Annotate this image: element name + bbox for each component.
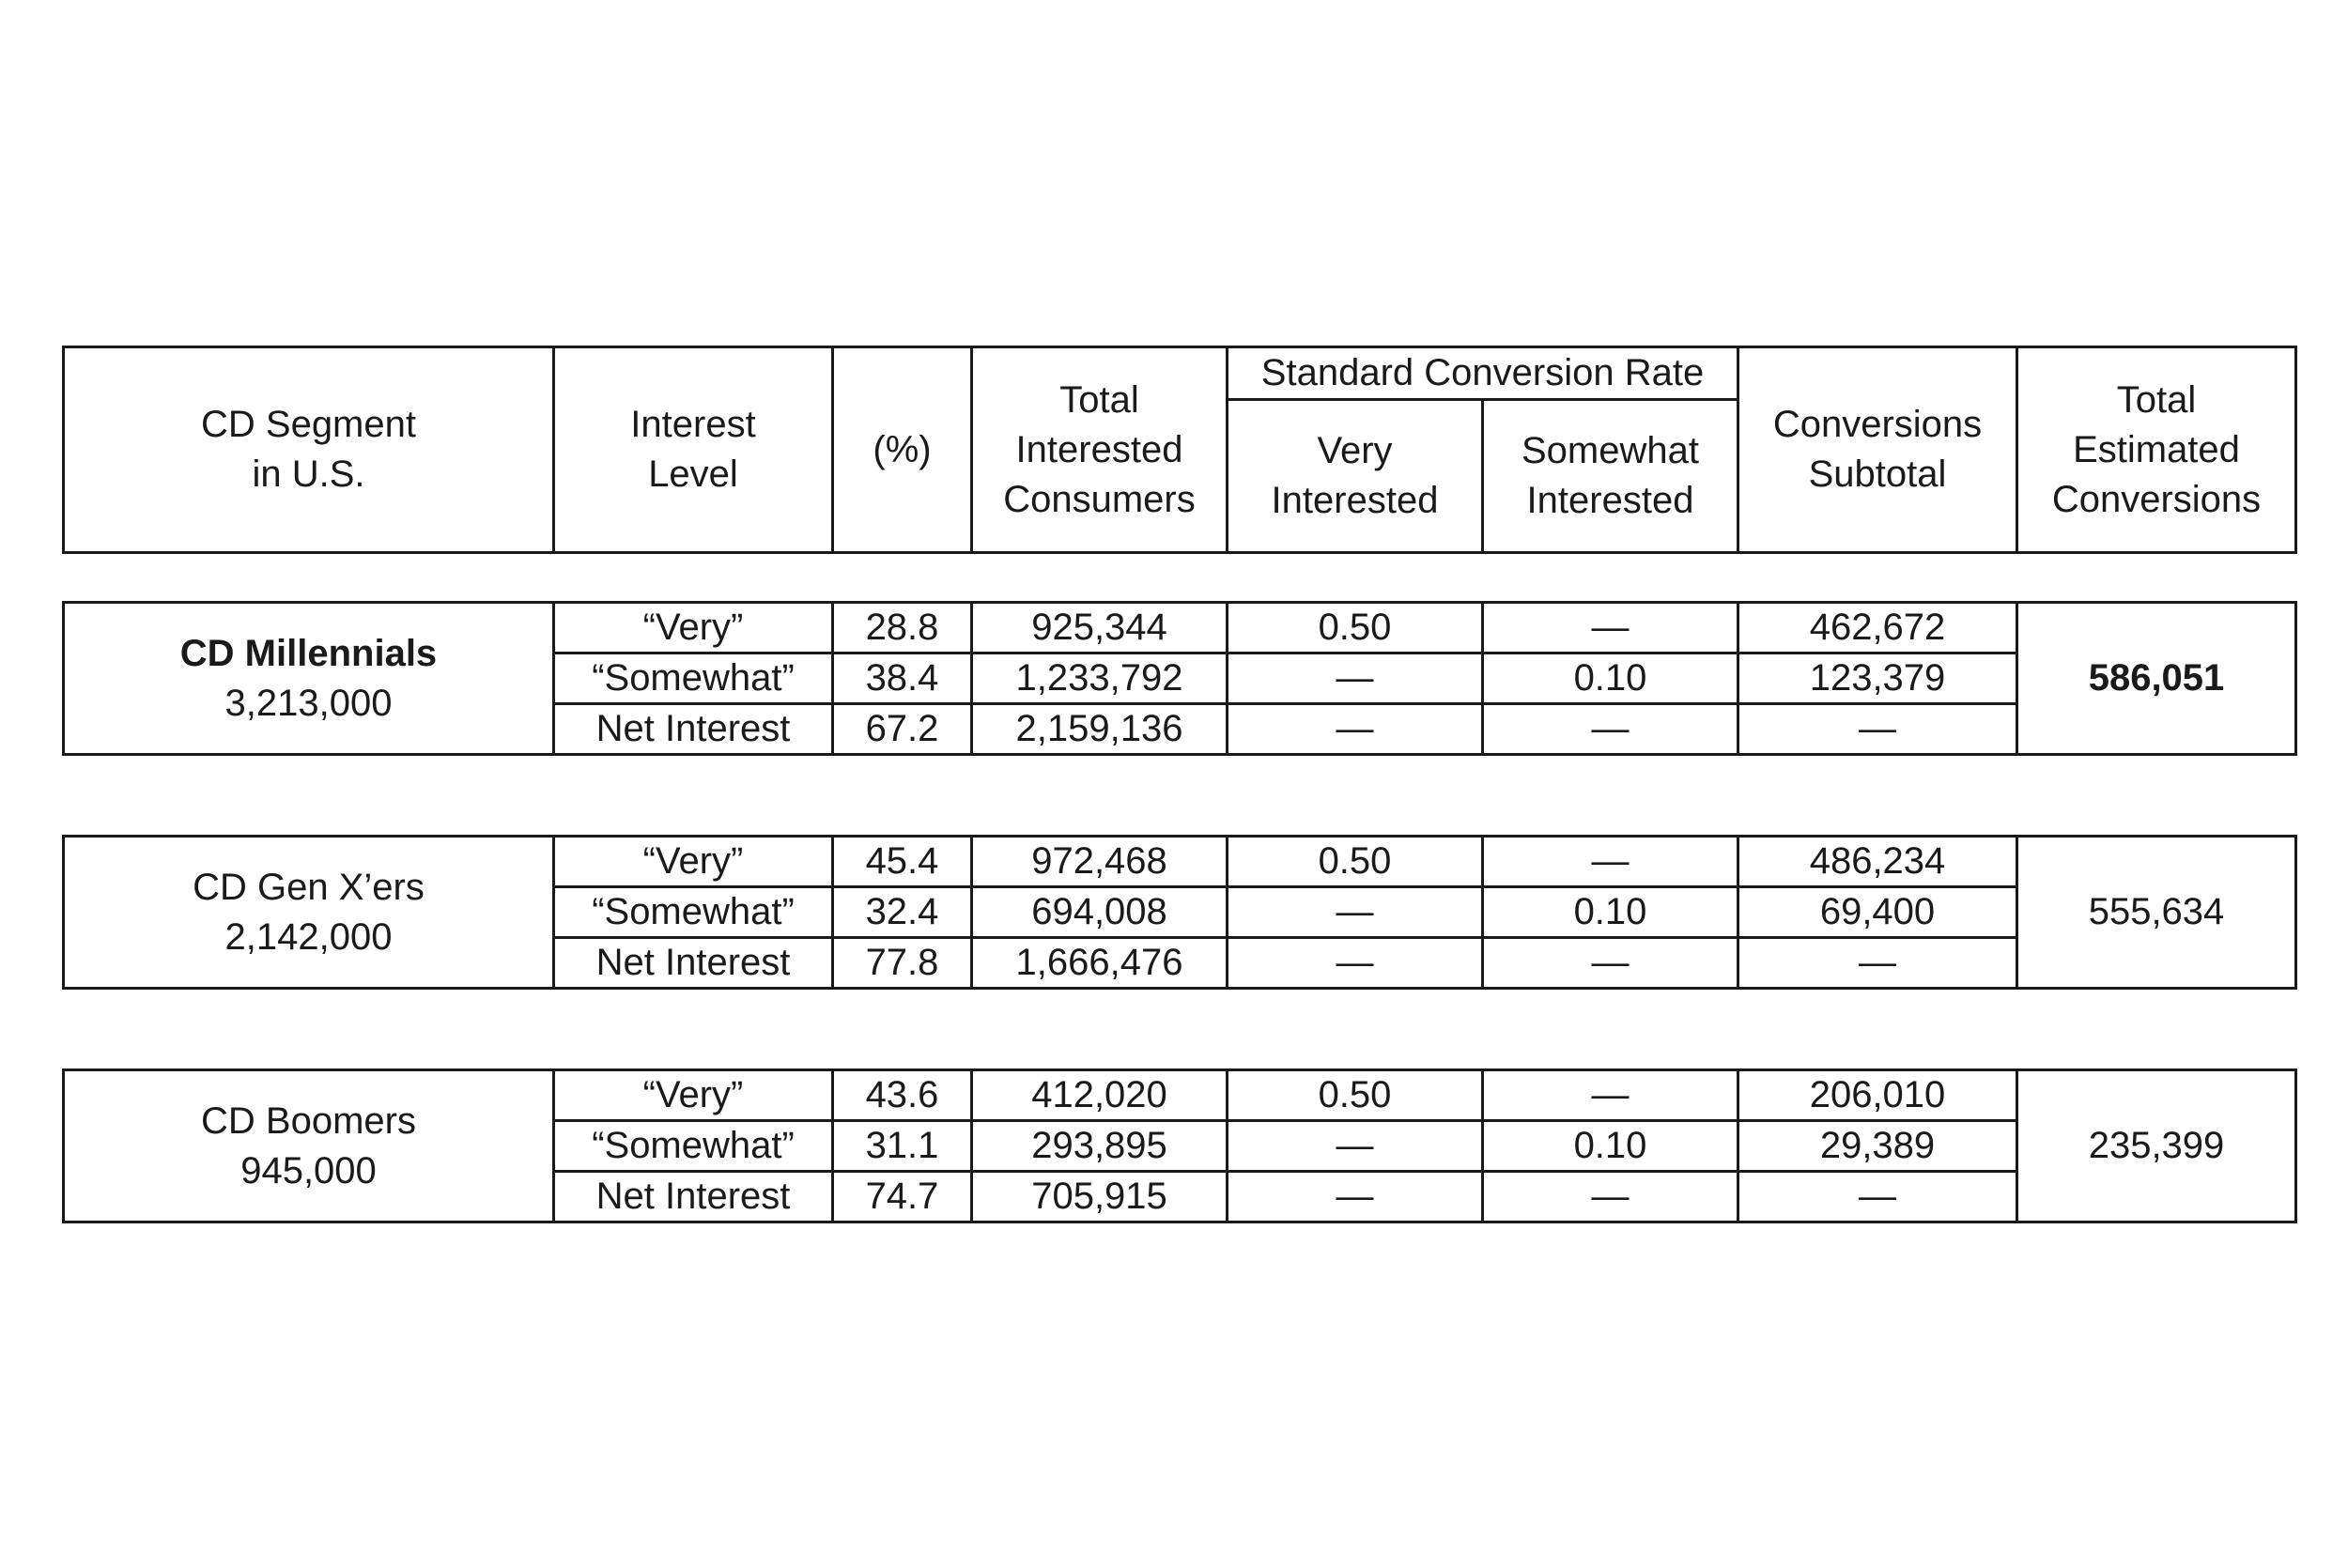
- consumers-cell: 1,233,792: [972, 653, 1228, 704]
- header-pct: [833, 347, 972, 553]
- table-header: [62, 346, 2297, 554]
- subtotal-cell: 69,400: [1738, 887, 2017, 938]
- pct-cell: 28.8: [833, 603, 972, 653]
- header-somewhat-line1: Somewhat: [1522, 430, 1699, 471]
- rate-very-cell: —: [1228, 1121, 1483, 1172]
- segment-population: 3,213,000: [224, 682, 393, 724]
- subtotal-cell: —: [1738, 938, 2017, 989]
- segment-population: 945,000: [240, 1149, 377, 1191]
- segment-block-boomers: [62, 1068, 2297, 1223]
- header-subtotal: [1738, 347, 2017, 553]
- interest-level-cell: Net Interest: [554, 1172, 833, 1222]
- header-pct-label: (%): [873, 428, 932, 470]
- subtotal-cell: 206,010: [1738, 1070, 2017, 1121]
- subtotal-cell: 462,672: [1738, 603, 2017, 653]
- segment-population: 2,142,000: [224, 915, 393, 958]
- header-segment: [64, 347, 554, 553]
- interest-level-cell: “Very”: [554, 1070, 833, 1121]
- interest-level-cell: Net Interest: [554, 704, 833, 755]
- pct-cell: 32.4: [833, 887, 972, 938]
- header-interest-line1: Interest: [630, 404, 756, 445]
- header-interest-line2: Level: [648, 453, 738, 495]
- header-group-label: Standard Conversion Rate: [1260, 352, 1705, 393]
- segment-block-gen-xers: [62, 835, 2297, 990]
- segment-name: CD Millennials: [179, 632, 438, 674]
- total-conversions-cell: 555,634: [2017, 837, 2296, 989]
- header-somewhat-line2: Interested: [1526, 480, 1694, 521]
- consumers-cell: 705,915: [972, 1172, 1228, 1222]
- header-total-interested-line1: Total: [1059, 378, 1139, 421]
- segment-name: CD Boomers: [201, 1099, 416, 1142]
- rate-very-cell: —: [1228, 653, 1483, 704]
- subtotal-cell: 486,234: [1738, 837, 2017, 887]
- pct-cell: 38.4: [833, 653, 972, 704]
- header-somewhat-interested: [1483, 400, 1738, 553]
- header-subtotal-line1: Conversions: [1772, 404, 1983, 445]
- header-segment-line1: CD Segment: [201, 404, 416, 445]
- header-group-conversion-rate: [1228, 347, 1738, 400]
- header-very-interested: [1228, 400, 1483, 553]
- interest-level-cell: “Somewhat”: [554, 653, 833, 704]
- rate-somewhat-cell: —: [1483, 938, 1738, 989]
- total-conversions-cell: 586,051: [2017, 603, 2296, 755]
- pct-cell: 74.7: [833, 1172, 972, 1222]
- subtotal-cell: —: [1738, 1172, 2017, 1222]
- segment-cell: [64, 837, 554, 989]
- rate-somewhat-cell: —: [1483, 704, 1738, 755]
- rate-very-cell: —: [1228, 938, 1483, 989]
- rate-very-cell: —: [1228, 887, 1483, 938]
- consumers-cell: 694,008: [972, 887, 1228, 938]
- subtotal-cell: —: [1738, 704, 2017, 755]
- interest-level-cell: “Very”: [554, 603, 833, 653]
- header-interest-level: [554, 347, 833, 553]
- header-total-estimated: [2017, 347, 2296, 553]
- interest-level-cell: “Very”: [554, 837, 833, 887]
- consumers-cell: 2,159,136: [972, 704, 1228, 755]
- segment-cell: [64, 603, 554, 755]
- consumers-cell: 412,020: [972, 1070, 1228, 1121]
- header-total-estimated-line2: Estimated: [2073, 428, 2240, 470]
- rate-somewhat-cell: 0.10: [1483, 653, 1738, 704]
- pct-cell: 31.1: [833, 1121, 972, 1172]
- subtotal-cell: 123,379: [1738, 653, 2017, 704]
- pct-cell: 77.8: [833, 938, 972, 989]
- header-total-interested: [972, 347, 1228, 553]
- header-subtotal-line2: Subtotal: [1808, 453, 1947, 495]
- total-conversions-cell: 235,399: [2017, 1070, 2296, 1222]
- subtotal-cell: 29,389: [1738, 1121, 2017, 1172]
- header-total-estimated-line3: Conversions: [2051, 478, 2262, 520]
- pct-cell: 43.6: [833, 1070, 972, 1121]
- pct-cell: 67.2: [833, 704, 972, 755]
- segment-cell: [64, 1070, 554, 1222]
- rate-very-cell: —: [1228, 704, 1483, 755]
- rate-very-cell: 0.50: [1228, 837, 1483, 887]
- rate-somewhat-cell: —: [1483, 837, 1738, 887]
- rate-somewhat-cell: 0.10: [1483, 887, 1738, 938]
- pct-cell: 45.4: [833, 837, 972, 887]
- interest-level-cell: “Somewhat”: [554, 1121, 833, 1172]
- interest-level-cell: Net Interest: [554, 938, 833, 989]
- header-total-estimated-line1: Total: [2116, 378, 2197, 421]
- consumers-cell: 293,895: [972, 1121, 1228, 1172]
- rate-very-cell: 0.50: [1228, 1070, 1483, 1121]
- header-total-interested-line3: Consumers: [1003, 478, 1196, 520]
- rate-somewhat-cell: —: [1483, 1070, 1738, 1121]
- header-total-interested-line2: Interested: [1015, 428, 1183, 470]
- header-very-line1: Very: [1317, 430, 1393, 471]
- rate-very-cell: 0.50: [1228, 603, 1483, 653]
- interest-level-cell: “Somewhat”: [554, 887, 833, 938]
- consumers-cell: 925,344: [972, 603, 1228, 653]
- consumers-cell: 1,666,476: [972, 938, 1228, 989]
- rate-somewhat-cell: 0.10: [1483, 1121, 1738, 1172]
- header-very-line2: Interested: [1271, 480, 1439, 521]
- consumers-cell: 972,468: [972, 837, 1228, 887]
- rate-very-cell: —: [1228, 1172, 1483, 1222]
- rate-somewhat-cell: —: [1483, 1172, 1738, 1222]
- header-segment-line2: in U.S.: [252, 453, 365, 495]
- rate-somewhat-cell: —: [1483, 603, 1738, 653]
- segment-block-millennials: [62, 601, 2297, 756]
- segment-name: CD Gen X’ers: [193, 866, 425, 908]
